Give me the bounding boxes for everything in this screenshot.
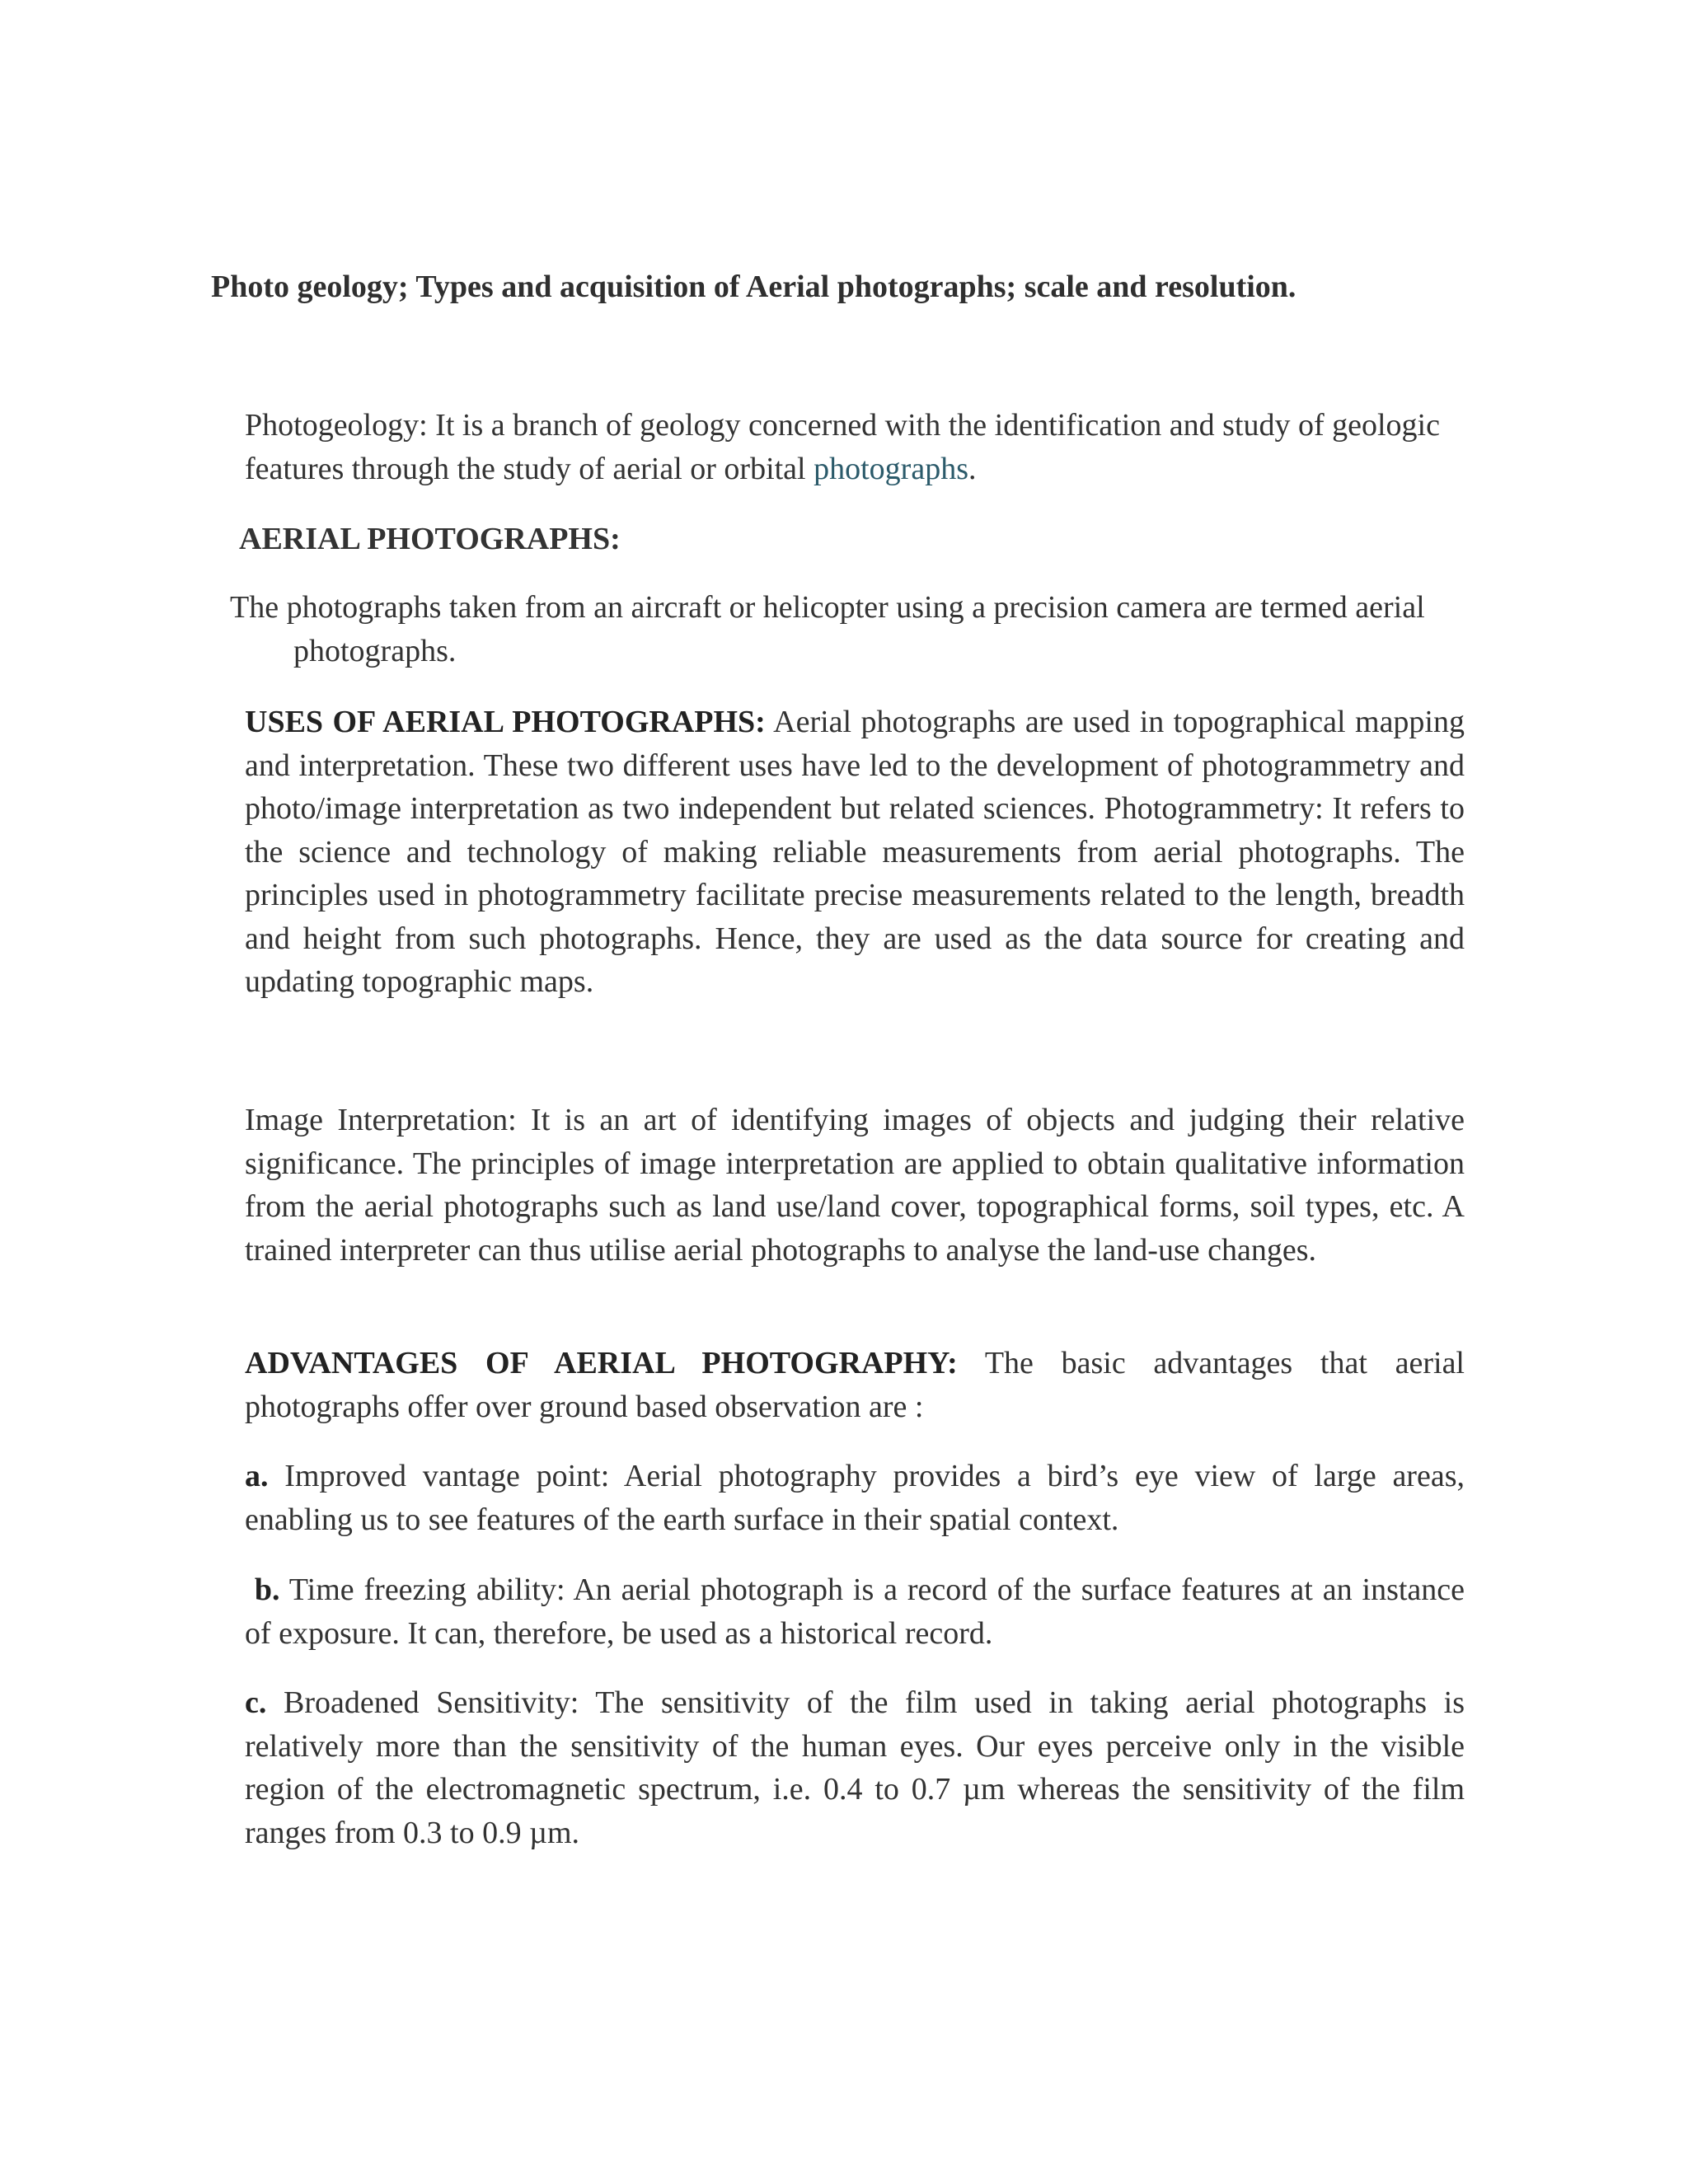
uses-text: Aerial photographs are used in topographical mapping and interpretation. These two different uses have led to the development of photogrammetry and photo/image interpretation as two independent but related sciences. Photogrammetry: It refers to the science and technology of making reliable measurements from aerial photographs. The principles used in photogrammetry facilitate precise measurements related to the length, breadth and height from such photographs. Hence, they are used as the data source for creating and updating topographic maps.	[245, 705, 1465, 999]
uses-label: USES OF AERIAL PHOTOGRAPHS:	[245, 705, 766, 739]
item-marker: c.	[245, 1685, 267, 1720]
photographs-link[interactable]: photographs	[814, 451, 968, 486]
advantage-item-a	[245, 1455, 1465, 1541]
advantages-text: The basic advantages that aerial photographs offer over ground based observation are :	[245, 1346, 1465, 1424]
advantage-item-c	[245, 1681, 1465, 1854]
intro-text-end: .	[968, 451, 977, 486]
page-title: Photo geology; Types and acquisition of Aerial photographs; scale and resolution.	[211, 269, 1296, 304]
item-text: Broadened Sensitivity: The sensitivity of the film used in taking aerial photographs is relatively more than the sensitivity of the human eyes. Our eyes perceive only in the visible region of the electromagnetic spectrum, i.e. 0.4 to 0.7 µm whereas the sensitivity of the film ranges from 0.3 to 0.9 µm.	[245, 1685, 1465, 1850]
aerial-definition-paragraph: The photographs taken from an aircraft or helicopter using a precision camera are termed aerial photographs.	[230, 590, 1425, 668]
item-text: Improved vantage point: Aerial photography provides a bird’s eye view of large areas, enabling us to see features of the earth surface in their spatial context.	[245, 1459, 1465, 1537]
intro-paragraph	[245, 404, 1465, 490]
item-marker: a.	[245, 1459, 269, 1493]
intro-text: Photogeology: It is a branch of geology concerned with the identification and study of geologic features through the study of aerial or orbital	[245, 408, 1440, 486]
image-interpretation-paragraph: Image Interpretation: It is an art of identifying images of objects and judging their relative significance. The principles of image interpretation are applied to obtain qualitative information from the aerial photographs such as land use/land cover, topographical forms, soil types, etc. A trained interpreter can thus utilise aerial photographs to analyse the land-use changes.	[245, 1103, 1465, 1268]
advantages-paragraph	[245, 1342, 1465, 1428]
item-text: Time freezing ability: An aerial photograph is a record of the surface features at an instance of exposure. It can, therefore, be used as a historical record.	[245, 1572, 1465, 1651]
item-marker: b.	[254, 1572, 280, 1607]
advantages-label: ADVANTAGES OF AERIAL PHOTOGRAPHY:	[245, 1346, 958, 1380]
uses-paragraph	[245, 701, 1465, 1004]
aerial-photographs-heading: AERIAL PHOTOGRAPHS:	[239, 522, 621, 556]
advantage-item-b	[245, 1568, 1465, 1655]
